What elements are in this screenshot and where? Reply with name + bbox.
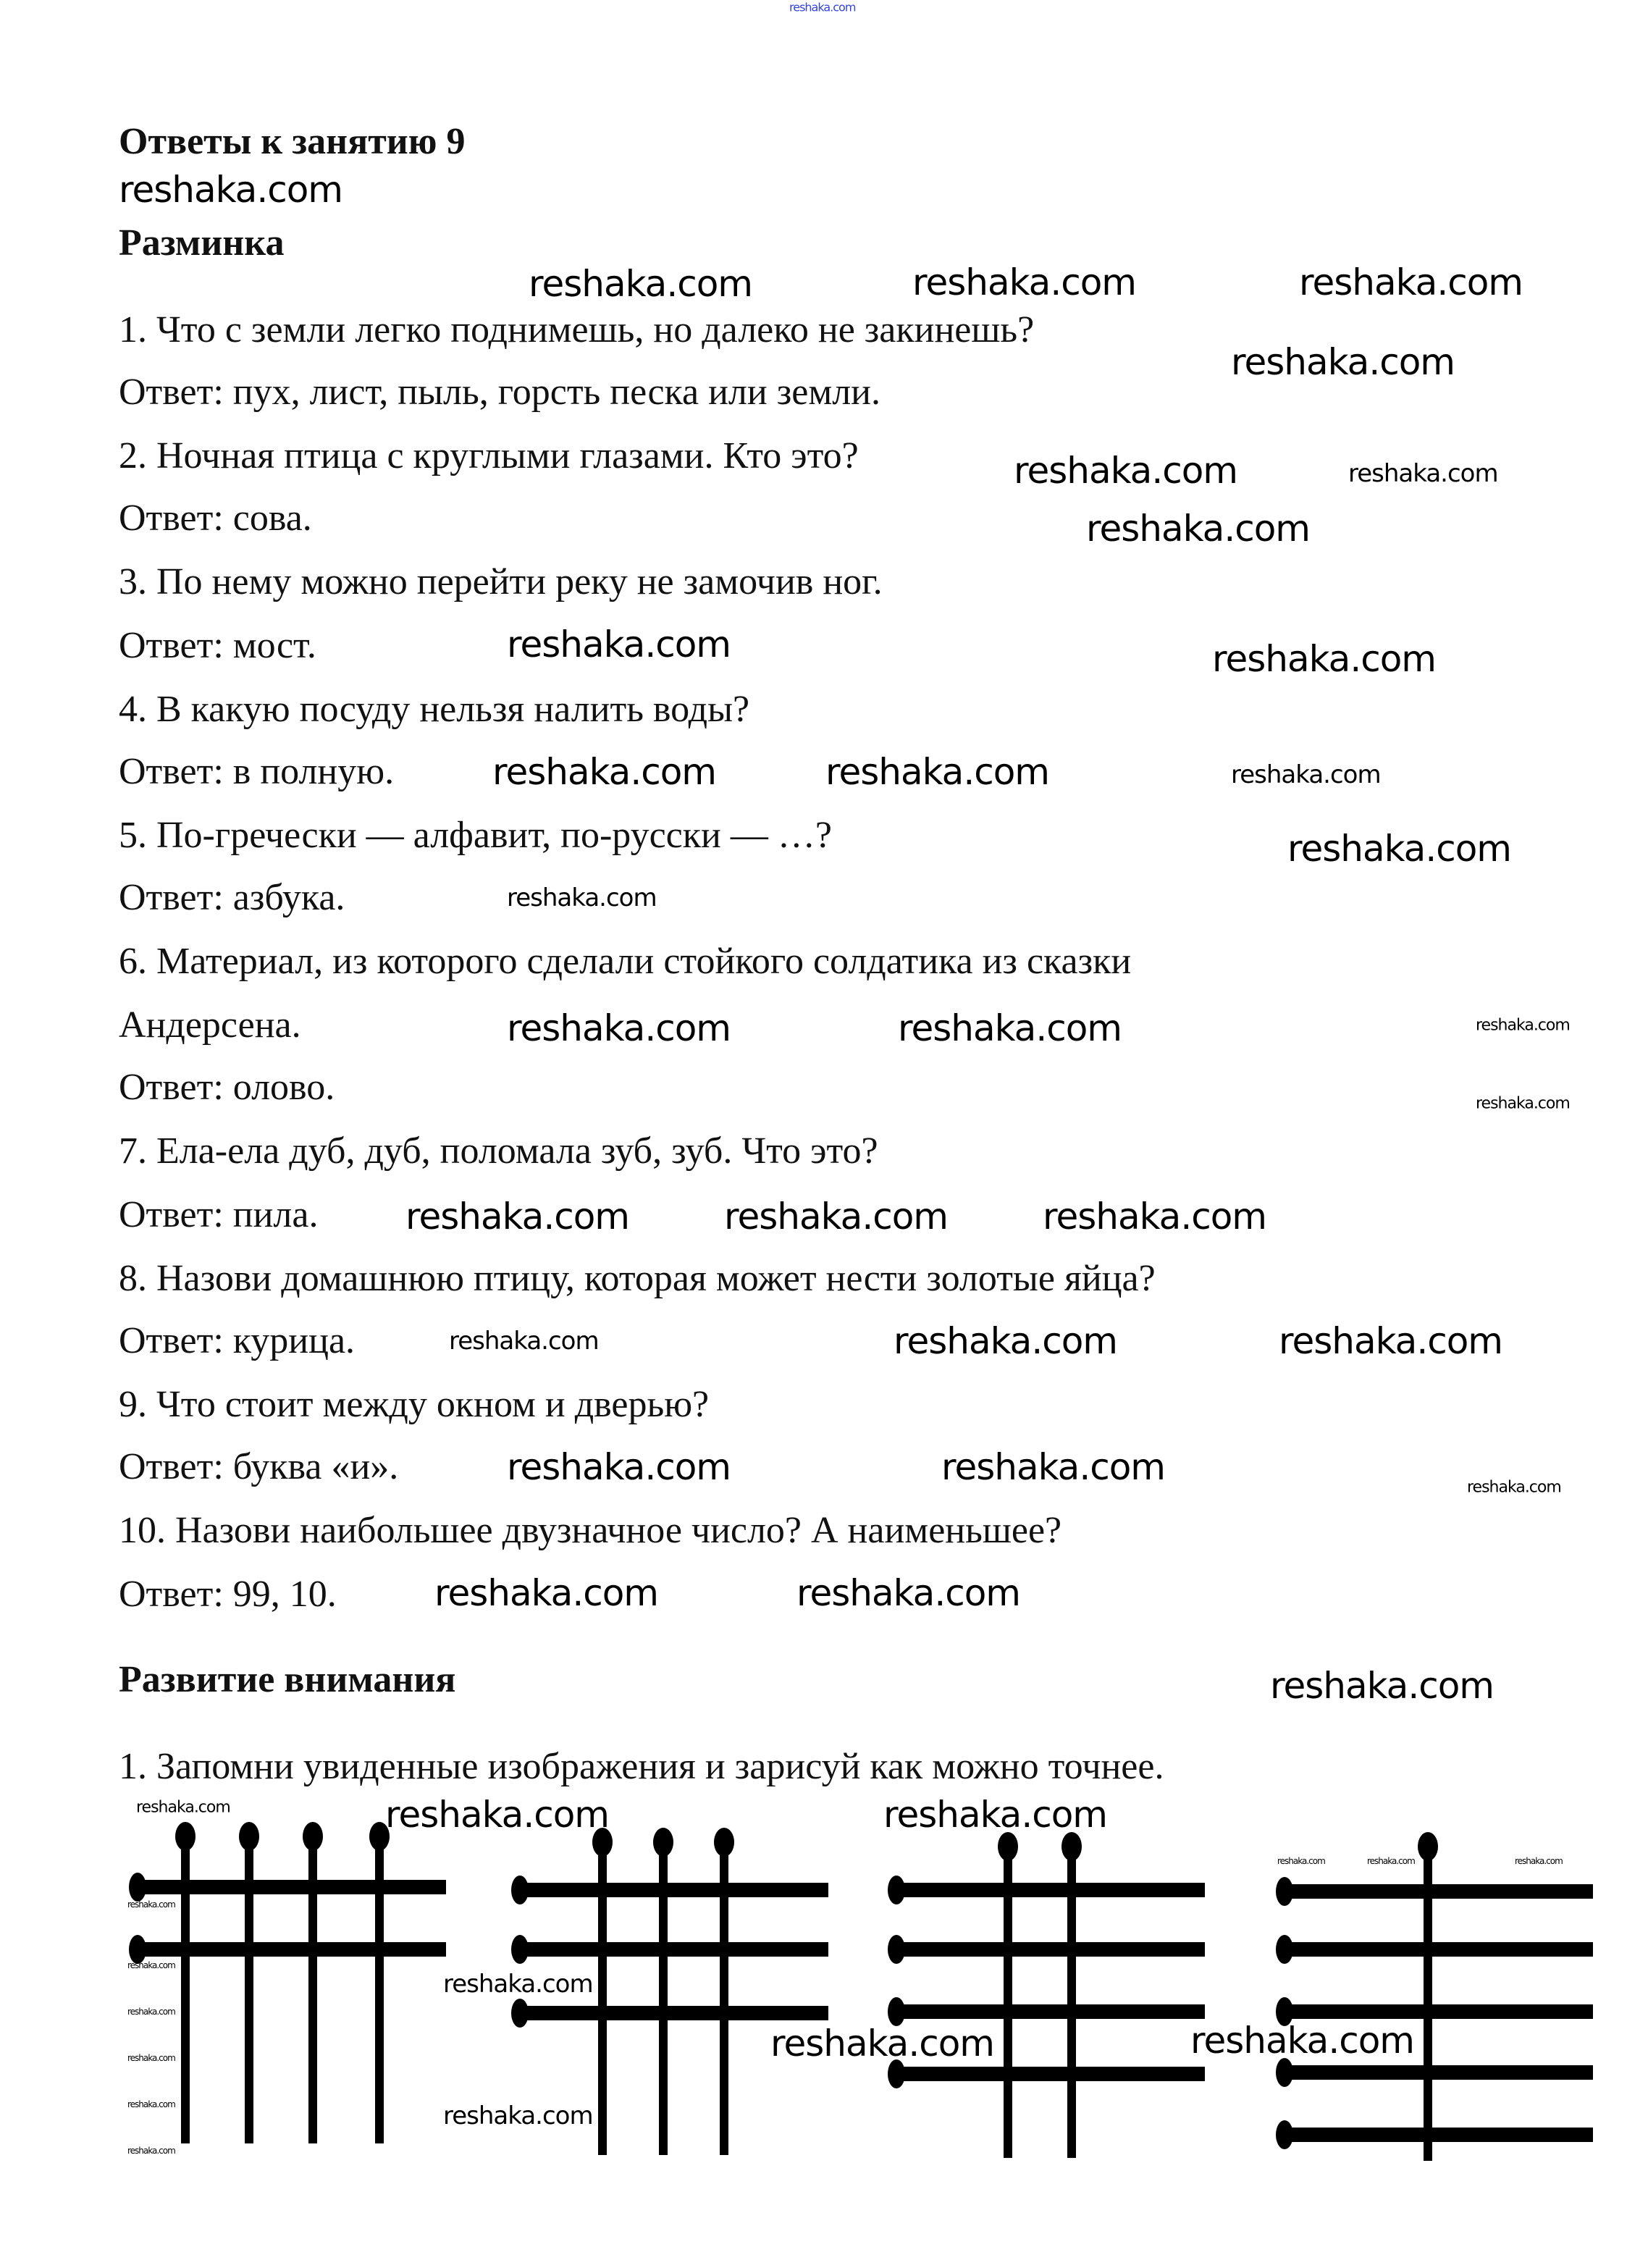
pin-head [1276, 2120, 1293, 2149]
question: 9. Что стоит между окном и дверью? [119, 1384, 710, 1425]
watermark: reshaka.com [127, 1899, 175, 1910]
question: 2. Ночная птица с круглыми глазами. Кто это? [119, 435, 859, 476]
question: 10. Назови наибольшее двузначное число? А наименьшее? [119, 1510, 1062, 1551]
watermark: reshaka.com [127, 2099, 175, 2109]
watermark: reshaka.com [1515, 1856, 1563, 1866]
watermark: reshaka.com [1467, 1478, 1561, 1497]
watermark: reshaka.com [507, 883, 657, 912]
watermark: reshaka.com [449, 1327, 599, 1356]
section-heading-warmup: Разминка [119, 222, 285, 264]
watermark: reshaka.com [1043, 1196, 1266, 1238]
watermark: reshaka.com [1270, 1665, 1494, 1707]
watermark: reshaka.com [1190, 2020, 1414, 2062]
pin-head [653, 1828, 673, 1857]
answer: Ответ: в полную. [119, 751, 395, 792]
answer: Ответ: пух, лист, пыль, горсть песка или земли. [119, 371, 881, 413]
watermark: reshaka.com [1277, 1856, 1325, 1866]
pin-head [888, 1935, 905, 1964]
watermark: reshaka.com [796, 1572, 1020, 1614]
watermark: reshaka.com [770, 2023, 994, 2065]
answer: Ответ: 99, 10. [119, 1574, 337, 1615]
watermark: reshaka.com [127, 2053, 175, 2063]
watermark: reshaka.com [127, 1960, 175, 1970]
watermark: reshaka.com [127, 2007, 175, 2017]
question: 4. В какую посуду нельзя налить воды? [119, 689, 750, 730]
watermark: reshaka.com [443, 1970, 593, 1999]
watermark: reshaka.com [912, 261, 1136, 303]
pin-head [888, 1876, 905, 1904]
watermark: reshaka.com [434, 1572, 658, 1614]
watermark: reshaka.com [1299, 261, 1523, 303]
watermark: reshaka.com [1014, 450, 1237, 492]
section-heading-attention: Развитие внимания [119, 1659, 456, 1700]
watermark: reshaka.com [1348, 459, 1498, 488]
question: 8. Назови домашнюю птицу, которая может нести золотые яйца? [119, 1258, 1156, 1299]
pin-head [1276, 1935, 1293, 1964]
watermark: reshaka.com [119, 169, 342, 211]
question-continued: Андерсена. [119, 1004, 301, 1046]
pin-head [511, 1999, 529, 2028]
watermark: reshaka.com [1231, 760, 1381, 789]
watermark: reshaka.com [127, 2146, 175, 2156]
watermark: reshaka.com [1476, 1016, 1570, 1035]
pin-head [1061, 1832, 1082, 1861]
watermark: reshaka.com [443, 2101, 593, 2130]
watermark: reshaka.com [507, 1007, 731, 1049]
pin-head [129, 1935, 146, 1964]
pin-head [1418, 1832, 1438, 1861]
pin-head [511, 1876, 529, 1904]
watermark: reshaka.com [1279, 1320, 1502, 1362]
answer: Ответ: сова. [119, 497, 312, 539]
pin-head [511, 1935, 529, 1964]
watermark: reshaka.com [507, 1446, 731, 1488]
pin-head [714, 1828, 734, 1857]
pin-head [1276, 1877, 1293, 1906]
watermark: reshaka.com [136, 1798, 230, 1817]
answer: Ответ: пила. [119, 1194, 319, 1235]
watermark: reshaka.com [898, 1007, 1122, 1049]
pin-head [1276, 2058, 1293, 2087]
watermark: reshaka.com [883, 1794, 1107, 1836]
answer: Ответ: азбука. [119, 877, 345, 918]
watermark: reshaka.com [1367, 1856, 1415, 1866]
watermark: reshaka.com [507, 623, 731, 665]
pin-head [175, 1822, 196, 1851]
pin-head [888, 1997, 905, 2026]
watermark: reshaka.com [1231, 341, 1455, 383]
pin-head [303, 1822, 323, 1851]
watermark: reshaka.com [1212, 638, 1436, 680]
answer: Ответ: олово. [119, 1067, 335, 1108]
answer: Ответ: курица. [119, 1320, 356, 1361]
question: 5. По-гречески — алфавит, по-русски — …? [119, 815, 832, 856]
watermark: reshaka.com [941, 1446, 1165, 1488]
question: 6. Материал, из которого сделали стойкого солдатика из сказки [119, 941, 1132, 982]
pin-head [239, 1822, 259, 1851]
watermark: reshaka.com [405, 1196, 629, 1238]
watermark: reshaka.com [894, 1320, 1117, 1362]
answer: Ответ: буква «и». [119, 1446, 399, 1487]
watermark: reshaka.com [385, 1794, 609, 1836]
watermark: reshaka.com [825, 751, 1049, 793]
watermark: reshaka.com [1287, 828, 1511, 870]
watermark: reshaka.com [492, 751, 716, 793]
watermark: reshaka.com [1086, 508, 1310, 550]
watermark: reshaka.com [1476, 1094, 1570, 1113]
question: 7. Ела-ела дуб, дуб, поломала зуб, зуб. Что это? [119, 1130, 878, 1172]
answer: Ответ: мост. [119, 625, 316, 666]
task-text: 1. Запомни увиденные изображения и зарисуй как можно точнее. [119, 1746, 1164, 1787]
watermark: reshaka.com [724, 1196, 948, 1238]
pin-head [998, 1832, 1018, 1861]
watermark: reshaka.com [529, 263, 752, 305]
header-link[interactable]: reshaka.com [789, 0, 856, 14]
page-title: Ответы к занятию 9 [119, 121, 466, 162]
question: 1. Что с земли легко поднимешь, но далеко не закинешь? [119, 309, 1035, 350]
pin-head [129, 1873, 146, 1902]
question: 3. По нему можно перейти реку не замочив ног. [119, 561, 883, 602]
